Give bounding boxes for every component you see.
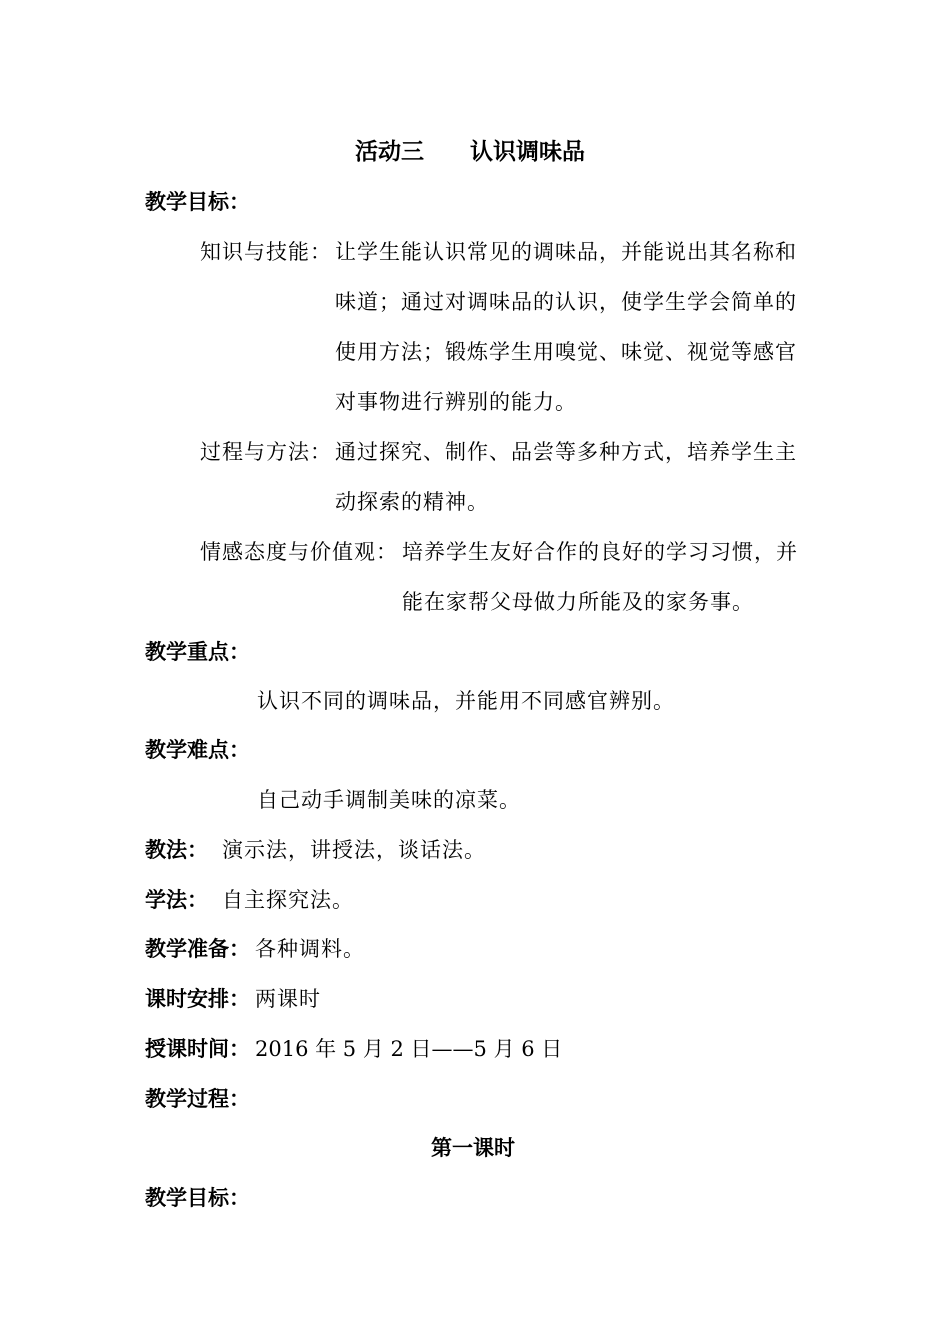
learn-method-text: 自主探究法。: [222, 888, 354, 912]
emotion-label: 情感态度与价值观：: [200, 540, 398, 564]
process-line: 动探索的精神。: [335, 490, 489, 514]
key-heading: 教学重点：: [145, 640, 250, 664]
knowledge-line: 味道；通过对调味品的认识，使学生学会简单的: [335, 290, 797, 314]
page-title: 活动三 认识调味品: [355, 139, 585, 165]
difficulty-heading: 教学难点：: [145, 738, 250, 762]
difficulty-text: 自己动手调制美味的凉菜。: [257, 788, 521, 812]
process-line: 通过探究、制作、品尝等多种方式，培养学生主: [335, 440, 797, 464]
time-text: 2016 年 5 月 2 日——5 月 6 日: [255, 1037, 563, 1061]
goals-heading: 教学目标：: [145, 190, 250, 214]
emotion-line: 能在家帮父母做力所能及的家务事。: [402, 590, 754, 614]
knowledge-line: 对事物进行辨别的能力。: [335, 390, 577, 414]
emotion-line: 培养学生友好合作的良好的学习习惯，并: [402, 540, 798, 564]
knowledge-line: 让学生能认识常见的调味品，并能说出其名称和: [335, 240, 797, 264]
lesson1-goals-heading: 教学目标：: [145, 1186, 250, 1210]
schedule-text: 两课时: [255, 987, 321, 1011]
teach-method-label: 教法：: [145, 838, 208, 862]
lesson1-title: 第一课时: [431, 1136, 515, 1160]
prep-label: 教学准备：: [145, 937, 250, 961]
learn-method-label: 学法：: [145, 888, 208, 912]
key-text: 认识不同的调味品，并能用不同感官辨别。: [257, 689, 675, 713]
time-label: 授课时间：: [145, 1037, 250, 1061]
prep-text: 各种调料。: [255, 937, 365, 961]
schedule-label: 课时安排：: [145, 987, 250, 1011]
knowledge-label: 知识与技能：: [200, 240, 332, 264]
process-label: 过程与方法：: [200, 440, 332, 464]
knowledge-line: 使用方法；锻炼学生用嗅觉、味觉、视觉等感官: [335, 340, 797, 364]
process-heading: 教学过程：: [145, 1087, 250, 1111]
teach-method-text: 演示法，讲授法，谈话法。: [222, 838, 486, 862]
